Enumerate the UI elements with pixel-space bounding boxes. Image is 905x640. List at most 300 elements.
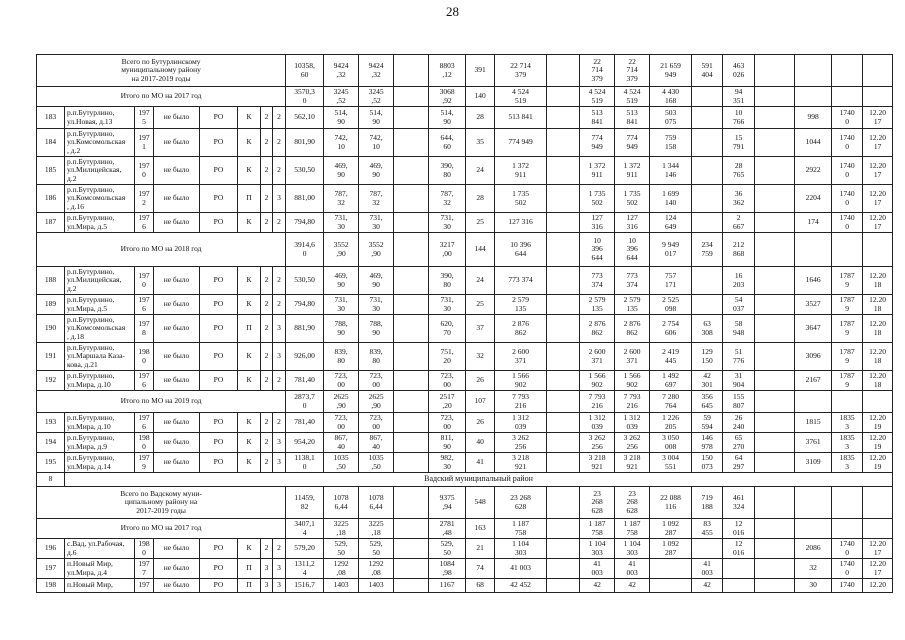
year-cell: 197 [135,579,154,593]
value-cell-v16: 23 268 628 [580,487,615,519]
row-number: 185 [37,157,65,185]
value-cell-v10: 731, 30 [359,213,394,233]
type-cell: РО [200,315,238,343]
type-cell: РО [200,413,238,433]
value-cell-v16: 1 566 902 [580,371,615,391]
value-cell-v11 [394,453,429,473]
row-number: 194 [37,433,65,453]
value-cell-v9: 3245 ,52 [324,87,359,107]
entrances-cell: 2 [273,413,286,433]
housing-register-table [36,54,893,593]
value-cell-v10: 469, 90 [359,157,394,185]
value-cell-v13: 144 [466,233,495,267]
value-cell-v19: 129 150 [692,343,723,371]
status-cell: не было [154,107,200,129]
value-cell-v11 [394,55,429,87]
value-cell-v20 [723,559,755,579]
type-cell: РО [200,213,238,233]
value-cell-v8: 794,80 [286,213,324,233]
value-cell-v18: 7 280 764 [650,391,692,413]
table-row [37,315,893,343]
value-cell-v17: 10 396 644 [615,233,650,267]
value-cell-v24 [863,519,893,539]
value-cell-v12: 731, 30 [429,213,466,233]
value-cell-v24: 12.20 18 [863,343,893,371]
value-cell-v13: 26 [466,413,495,433]
value-cell-v9: 3552 ,90 [324,233,359,267]
value-cell-v11 [394,87,429,107]
address-cell: р.п.Бутурлино, ул.Мира, д.9 [65,433,135,453]
value-cell-v15 [547,55,580,87]
value-cell-v17: 127 316 [615,213,650,233]
value-cell-v20 [723,579,755,593]
value-cell-v10: 731, 30 [359,295,394,315]
row-number: 190 [37,315,65,343]
value-cell-v16: 10 396 644 [580,233,615,267]
value-cell-v9: 867, 40 [324,433,359,453]
value-cell-v13: 28 [466,185,495,213]
value-cell-v10: 3552 ,90 [359,233,394,267]
entrances-cell: 3 [273,559,286,579]
value-cell-v8: 10358, 60 [286,55,324,87]
value-cell-v22: 1815 [795,413,832,433]
value-cell-v24: 12.20 19 [863,413,893,433]
value-cell-v9: 514, 90 [324,107,359,129]
address-cell: р.п.Бутурлино, ул.Мира, д.5 [65,295,135,315]
status-cell: не было [154,157,200,185]
value-cell-v19: 42 301 [692,371,723,391]
value-cell-v11 [394,267,429,295]
value-cell-v23 [832,55,863,87]
value-cell-v18: 1 092 287 [650,539,692,559]
value-cell-v13: 68 [466,579,495,593]
value-cell-v18: 503 075 [650,107,692,129]
value-cell-v13: 26 [466,371,495,391]
value-cell-v8: 2873,7 0 [286,391,324,413]
table-row [37,157,893,185]
value-cell-v12: 723, 00 [429,413,466,433]
value-cell-v11 [394,391,429,413]
subtotal-label: Итого по МО на 2018 год [37,233,286,267]
value-cell-v22: 3096 [795,343,832,371]
value-cell-v12: 811, 90 [429,433,466,453]
value-cell-v14: 42 452 [495,579,547,593]
value-cell-v22: 3527 [795,295,832,315]
value-cell-v21 [755,185,795,213]
value-cell-v15 [547,233,580,267]
type-cell: РО [200,559,238,579]
value-cell-v10: 1292 ,08 [359,559,394,579]
value-cell-v20: 461 324 [723,487,755,519]
value-cell-v24: 12.20 19 [863,433,893,453]
value-cell-v9: 787, 32 [324,185,359,213]
value-cell-v8: 926,00 [286,343,324,371]
value-cell-v24 [863,487,893,519]
value-cell-v18: 9 949 017 [650,233,692,267]
value-cell-v9: 731, 30 [324,213,359,233]
value-cell-v17: 1 566 902 [615,371,650,391]
value-cell-v13: 40 [466,433,495,453]
value-cell-v19 [692,267,723,295]
table-row [37,343,893,371]
value-cell-v18: 21 659 949 [650,55,692,87]
row-number: 188 [37,267,65,295]
value-cell-v12: 2517 ,20 [429,391,466,413]
table-row [37,539,893,559]
value-cell-v21 [755,433,795,453]
material-cell: К [238,267,261,295]
floors-cell: 2 [261,413,273,433]
value-cell-v12: 514, 90 [429,107,466,129]
value-cell-v18: 757 171 [650,267,692,295]
value-cell-v10: 1035 ,50 [359,453,394,473]
floors-cell: 2 [261,129,273,157]
value-cell-v8: 530,50 [286,267,324,295]
material-cell: К [238,453,261,473]
value-cell-v16: 2 876 862 [580,315,615,343]
value-cell-v15 [547,295,580,315]
value-cell-v20: 65 270 [723,433,755,453]
value-cell-v20: 94 351 [723,87,755,107]
value-cell-v19 [692,539,723,559]
material-cell: К [238,213,261,233]
value-cell-v22 [795,519,832,539]
value-cell-v23: 1787 9 [832,315,863,343]
value-cell-v24 [863,87,893,107]
type-cell: РО [200,185,238,213]
value-cell-v18: 2 525 098 [650,295,692,315]
value-cell-v21 [755,107,795,129]
value-cell-v17: 3 262 256 [615,433,650,453]
value-cell-v17: 1 187 758 [615,519,650,539]
value-cell-v24: 12.20 17 [863,559,893,579]
value-cell-v17: 1 104 303 [615,539,650,559]
value-cell-v16: 513 841 [580,107,615,129]
value-cell-v15 [547,371,580,391]
floors-cell: 2 [261,157,273,185]
value-cell-v13: 21 [466,539,495,559]
value-cell-v16: 3 262 256 [580,433,615,453]
value-cell-v13: 24 [466,157,495,185]
value-cell-v9: 1078 6,44 [324,487,359,519]
value-cell-v20: 54 037 [723,295,755,315]
value-cell-v8: 1311,2 4 [286,559,324,579]
value-cell-v17: 22 714 379 [615,55,650,87]
value-cell-v10: 788, 90 [359,315,394,343]
value-cell-v22: 2204 [795,185,832,213]
value-cell-v17: 1 735 502 [615,185,650,213]
value-cell-v9: 469, 90 [324,157,359,185]
value-cell-v9: 3225 ,18 [324,519,359,539]
value-cell-v18 [650,559,692,579]
value-cell-v14: 774 949 [495,129,547,157]
value-cell-v14: 1 187 758 [495,519,547,539]
value-cell-v12: 787, 32 [429,185,466,213]
value-cell-v22: 3109 [795,453,832,473]
value-cell-v13: 35 [466,129,495,157]
material-cell: К [238,157,261,185]
value-cell-v12: 8803 ,12 [429,55,466,87]
table-row [37,559,893,579]
floors-cell: 2 [261,267,273,295]
value-cell-v10: 514, 90 [359,107,394,129]
row-number: 186 [37,185,65,213]
value-cell-v12: 644, 60 [429,129,466,157]
value-cell-v9: 742, 10 [324,129,359,157]
value-cell-v10: 742, 10 [359,129,394,157]
value-cell-v17: 513 841 [615,107,650,129]
value-cell-v10: 3225 ,18 [359,519,394,539]
value-cell-v10: 723, 00 [359,413,394,433]
value-cell-v11 [394,213,429,233]
value-cell-v15 [547,391,580,413]
value-cell-v20: 12 016 [723,539,755,559]
value-cell-v8: 3570,3 0 [286,87,324,107]
value-cell-v18: 3 050 008 [650,433,692,453]
value-cell-v11 [394,371,429,391]
value-cell-v17: 7 793 216 [615,391,650,413]
value-cell-v22: 1044 [795,129,832,157]
address-cell: р.п.Бутурлино, ул.Комсомольская , д.2 [65,129,135,157]
value-cell-v17: 2 600 371 [615,343,650,371]
value-cell-v8: 1138,1 0 [286,453,324,473]
value-cell-v14: 127 316 [495,213,547,233]
value-cell-v21 [755,391,795,413]
value-cell-v9: 723, 00 [324,371,359,391]
subtotal-label: Всего по Вадскому муни- ципальному району на 2017-2019 годы [37,487,286,519]
value-cell-v23: 1740 [832,579,863,593]
floors-cell: 2 [261,539,273,559]
value-cell-v15 [547,185,580,213]
value-cell-v14: 41 003 [495,559,547,579]
status-cell: не было [154,315,200,343]
material-cell: К [238,433,261,453]
status-cell: не было [154,433,200,453]
row-number: 197 [37,559,65,579]
value-cell-v12: 1167 [429,579,466,593]
value-cell-v14: 2 579 135 [495,295,547,315]
value-cell-v11 [394,315,429,343]
value-cell-v9: 1403 [324,579,359,593]
value-cell-v23: 1740 0 [832,559,863,579]
value-cell-v12: 723, 00 [429,371,466,391]
value-cell-v13: 41 [466,453,495,473]
value-cell-v23: 1740 0 [832,213,863,233]
value-cell-v17: 42 [615,579,650,593]
material-cell: П [238,559,261,579]
value-cell-v16: 3 218 921 [580,453,615,473]
value-cell-v11 [394,233,429,267]
value-cell-v17: 774 949 [615,129,650,157]
value-cell-v15 [547,453,580,473]
floors-cell: 2 [261,453,273,473]
value-cell-v9: 839, 80 [324,343,359,371]
value-cell-v13: 32 [466,343,495,371]
value-cell-v15 [547,267,580,295]
value-cell-v17: 3 218 921 [615,453,650,473]
value-cell-v16: 774 949 [580,129,615,157]
value-cell-v11 [394,129,429,157]
value-cell-v20: 31 904 [723,371,755,391]
value-cell-v11 [394,559,429,579]
floors-cell: 2 [261,295,273,315]
value-cell-v15 [547,213,580,233]
value-cell-v17: 4 524 519 [615,87,650,107]
value-cell-v16: 2 600 371 [580,343,615,371]
value-cell-v19: 59 594 [692,413,723,433]
value-cell-v10: 529, 50 [359,539,394,559]
value-cell-v10: 3245 ,52 [359,87,394,107]
value-cell-v14: 1 372 911 [495,157,547,185]
type-cell: РО [200,371,238,391]
value-cell-v21 [755,539,795,559]
value-cell-v22 [795,391,832,413]
value-cell-v22: 1646 [795,267,832,295]
value-cell-v12: 390, 80 [429,267,466,295]
year-cell: 197 6 [135,295,154,315]
year-cell: 197 0 [135,157,154,185]
value-cell-v14: 1 104 303 [495,539,547,559]
value-cell-v18: 3 004 551 [650,453,692,473]
address-cell: п.Новый Мир, [65,579,135,593]
value-cell-v20: 26 240 [723,413,755,433]
value-cell-v20: 16 203 [723,267,755,295]
status-cell: не было [154,213,200,233]
type-cell: РО [200,579,238,593]
type-cell: РО [200,295,238,315]
value-cell-v20: 10 766 [723,107,755,129]
value-cell-v8: 781,40 [286,371,324,391]
value-cell-v17: 1 312 039 [615,413,650,433]
value-cell-v13: 140 [466,87,495,107]
value-cell-v19 [692,213,723,233]
value-cell-v11 [394,487,429,519]
row-number: 191 [37,343,65,371]
value-cell-v18: 22 088 116 [650,487,692,519]
floors-cell: 2 [261,185,273,213]
year-cell: 197 5 [135,107,154,129]
value-cell-v24: 12.20 18 [863,315,893,343]
address-cell: с.Вад, ул.Рабочая, д.6 [65,539,135,559]
value-cell-v8: 3914,6 0 [286,233,324,267]
value-cell-v15 [547,107,580,129]
value-cell-v22: 2922 [795,157,832,185]
value-cell-v8: 801,90 [286,129,324,157]
value-cell-v9: 788, 90 [324,315,359,343]
table-row [37,453,893,473]
value-cell-v11 [394,185,429,213]
value-cell-v21 [755,371,795,391]
value-cell-v14: 513 841 [495,107,547,129]
year-cell: 197 6 [135,371,154,391]
year-cell: 197 6 [135,213,154,233]
subtotal-row [37,487,893,519]
floors-cell: 3 [261,579,273,593]
material-cell: К [238,413,261,433]
floors-cell: 2 [261,107,273,129]
value-cell-v23: 1740 0 [832,157,863,185]
address-cell: р.п.Бутурлино, ул.Мира, д.10 [65,413,135,433]
value-cell-v16: 42 [580,579,615,593]
value-cell-v19 [692,295,723,315]
value-cell-v14: 1 735 502 [495,185,547,213]
value-cell-v12: 390, 80 [429,157,466,185]
value-cell-v16: 7 793 216 [580,391,615,413]
value-cell-v18: 124 649 [650,213,692,233]
subtotal-row [37,233,893,267]
entrances-cell: 2 [273,213,286,233]
table-row [37,185,893,213]
value-cell-v22 [795,233,832,267]
year-cell: 197 0 [135,267,154,295]
section-title: Вадский муниципальный район [65,473,893,487]
value-cell-v15 [547,157,580,185]
value-cell-v19: 42 [692,579,723,593]
value-cell-v23 [832,87,863,107]
value-cell-v24: 12.20 19 [863,453,893,473]
value-cell-v19: 719 188 [692,487,723,519]
value-cell-v13: 25 [466,295,495,315]
value-cell-v11 [394,107,429,129]
value-cell-v22 [795,55,832,87]
address-cell: р.п.Бутурлино, ул.Мира, д.14 [65,453,135,473]
value-cell-v13: 28 [466,107,495,129]
value-cell-v19 [692,107,723,129]
value-cell-v24: 12.20 17 [863,185,893,213]
value-cell-v14: 4 524 519 [495,87,547,107]
value-cell-v21 [755,579,795,593]
entrances-cell: 3 [273,433,286,453]
value-cell-v24 [863,55,893,87]
floors-cell: 3 [261,559,273,579]
value-cell-v18: 2 754 606 [650,315,692,343]
year-cell: 197 6 [135,413,154,433]
subtotal-row [37,55,893,87]
value-cell-v21 [755,343,795,371]
value-cell-v21 [755,519,795,539]
row-number: 195 [37,453,65,473]
value-cell-v23: 1740 0 [832,185,863,213]
year-cell: 198 0 [135,433,154,453]
value-cell-v21 [755,267,795,295]
value-cell-v24: 12.20 18 [863,371,893,391]
value-cell-v20: 51 776 [723,343,755,371]
row-number: 196 [37,539,65,559]
address-cell: р.п.Бутурлино, ул.Новая, д.13 [65,107,135,129]
address-cell: р.п.Бутурлино, ул.Мира, д.10 [65,371,135,391]
value-cell-v24: 12.20 17 [863,157,893,185]
value-cell-v19: 146 978 [692,433,723,453]
entrances-cell: 3 [273,579,286,593]
value-cell-v10: 9424 ,32 [359,55,394,87]
value-cell-v10: 723, 00 [359,371,394,391]
subtotal-label: Итого по МО на 2017 год [37,519,286,539]
value-cell-v11 [394,579,429,593]
value-cell-v10: 2625 ,90 [359,391,394,413]
value-cell-v12: 529, 50 [429,539,466,559]
value-cell-v22 [795,87,832,107]
value-cell-v23 [832,233,863,267]
value-cell-v15 [547,433,580,453]
value-cell-v18: 1 226 205 [650,413,692,433]
value-cell-v13: 391 [466,55,495,87]
row-number: 193 [37,413,65,433]
value-cell-v9: 529, 50 [324,539,359,559]
value-cell-v24: 12.20 18 [863,267,893,295]
value-cell-v17: 1 372 911 [615,157,650,185]
value-cell-v22: 174 [795,213,832,233]
value-cell-v13: 74 [466,559,495,579]
